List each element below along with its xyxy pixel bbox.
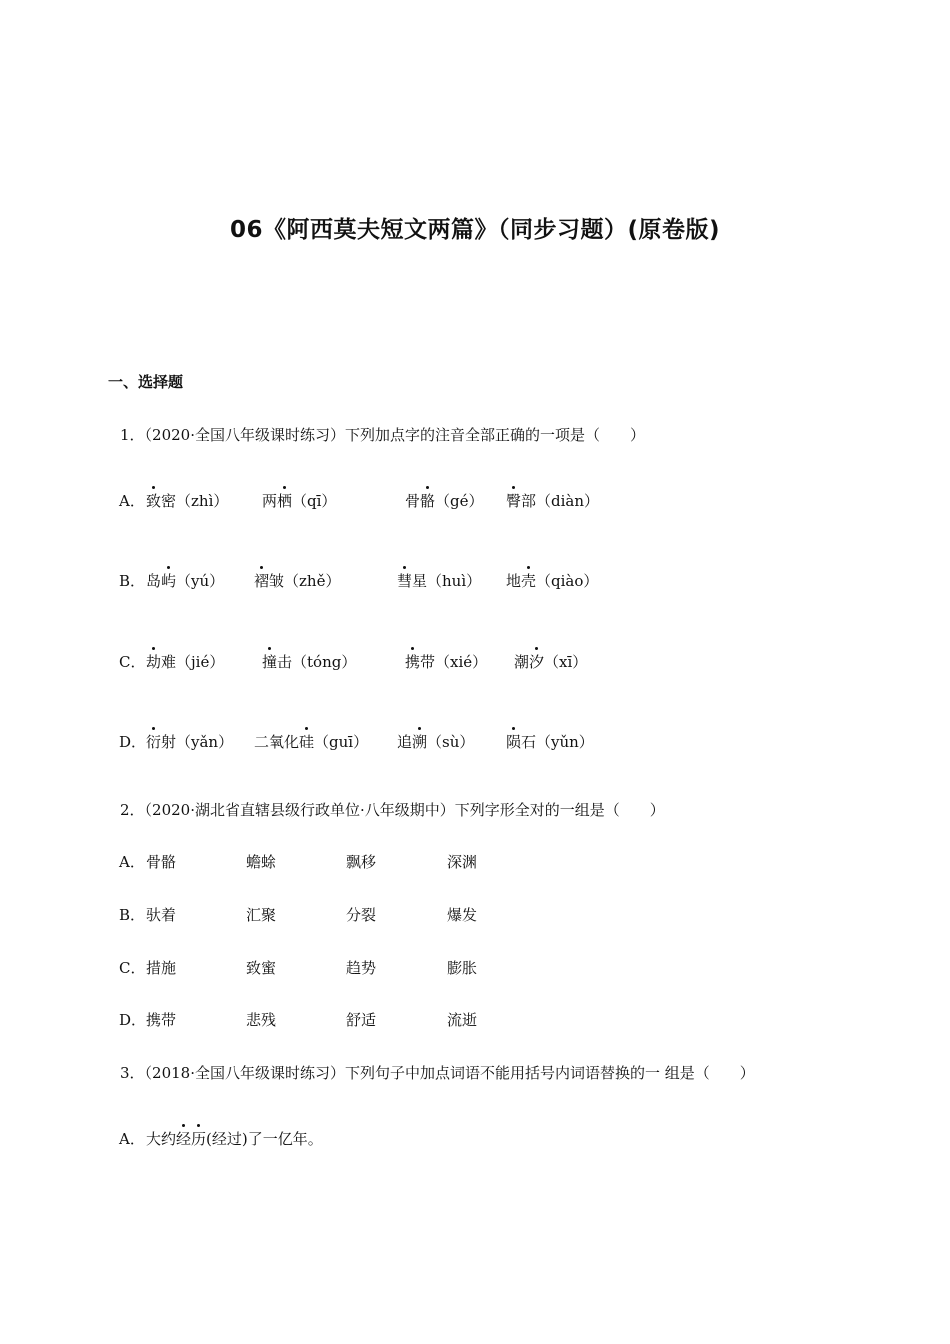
option-word: 趋势 bbox=[346, 959, 377, 977]
option-word: 汇聚 bbox=[246, 906, 277, 924]
dotted-char: 骼 bbox=[420, 492, 436, 510]
dotted-char: 携 bbox=[405, 653, 421, 671]
option-word: 爆发 bbox=[447, 906, 478, 924]
dotted-char: 硅 bbox=[299, 733, 315, 751]
dotted-char: 经 bbox=[176, 1130, 192, 1148]
question-2-stem: 2．（2020·湖北省直辖县级行政单位·八年级期中）下列字形全对的一组是（ ） bbox=[120, 801, 665, 819]
dotted-char: 彗 bbox=[397, 572, 413, 590]
option-word: 流逝 bbox=[447, 1011, 478, 1029]
dotted-char: 栖 bbox=[277, 492, 293, 510]
option-word: 舒适 bbox=[346, 1011, 377, 1029]
question-3-stem: 3．（2018·全国八年级课时练习）下列句子中加点词语不能用括号内词语替换的一 组是（ ） bbox=[120, 1064, 755, 1082]
option-item: 劫难（jié） bbox=[146, 653, 225, 671]
option-letter: A． bbox=[119, 1130, 145, 1148]
dotted-char: 历 bbox=[191, 1130, 207, 1148]
option-letter: B． bbox=[119, 906, 146, 924]
option-letter: A． bbox=[119, 853, 145, 871]
option-word: 分裂 bbox=[346, 906, 377, 924]
option-word: 膨胀 bbox=[447, 959, 478, 977]
option-word: 深渊 bbox=[447, 853, 478, 871]
option-item: 携带（xié） bbox=[405, 653, 488, 671]
option-letter: A． bbox=[119, 492, 145, 510]
option-letter: C． bbox=[119, 653, 146, 671]
dotted-char: 致 bbox=[146, 492, 162, 510]
option-letter: D． bbox=[119, 1011, 147, 1029]
dotted-char: 劫 bbox=[146, 653, 162, 671]
option-item: 彗星（huì） bbox=[397, 572, 482, 590]
option-item: 臀部（diàn） bbox=[506, 492, 600, 510]
page-title: 06《阿西莫夫短文两篇》（同步习题）(原卷版) bbox=[229, 217, 721, 243]
option-item: 骨骼（gé） bbox=[405, 492, 484, 510]
option-letter: B． bbox=[119, 572, 146, 590]
option-word: 蟾蜍 bbox=[246, 853, 277, 871]
dotted-char: 臀 bbox=[506, 492, 522, 510]
option-item: 两栖（qī） bbox=[262, 492, 337, 510]
dotted-char: 汐 bbox=[529, 653, 545, 671]
dotted-char: 屿 bbox=[161, 572, 177, 590]
question-1-stem: 1．（2020·全国八年级课时练习）下列加点字的注音全部正确的一项是（ ） bbox=[120, 426, 645, 444]
option-word: 携带 bbox=[146, 1011, 177, 1029]
option-item: 追溯（sù） bbox=[397, 733, 475, 751]
dotted-char: 壳 bbox=[521, 572, 537, 590]
option-word: 骨骼 bbox=[146, 853, 177, 871]
option-item: 致密（zhì） bbox=[146, 492, 229, 510]
option-item: 陨石（yǔn） bbox=[506, 733, 594, 751]
option-sentence: 大约经历(经过)了一亿年。 bbox=[146, 1130, 323, 1148]
option-word: 驮着 bbox=[146, 906, 177, 924]
option-item: 撞击（tóng） bbox=[262, 653, 357, 671]
option-letter: C． bbox=[119, 959, 146, 977]
option-item: 衍射（yǎn） bbox=[146, 733, 234, 751]
dotted-char: 衍 bbox=[146, 733, 162, 751]
option-letter: D． bbox=[119, 733, 147, 751]
option-item: 褶皱（zhě） bbox=[254, 572, 341, 590]
option-word: 悲残 bbox=[246, 1011, 277, 1029]
dotted-char: 陨 bbox=[506, 733, 522, 751]
section-heading: 一、选择题 bbox=[108, 373, 184, 391]
dotted-char: 褶 bbox=[254, 572, 270, 590]
option-word: 致蜜 bbox=[246, 959, 277, 977]
option-item: 地壳（qiào） bbox=[506, 572, 599, 590]
option-item: 潮汐（xī） bbox=[514, 653, 588, 671]
option-item: 二氧化硅（guī） bbox=[254, 733, 369, 751]
option-word: 飘移 bbox=[346, 853, 377, 871]
option-word: 措施 bbox=[146, 959, 177, 977]
dotted-char: 溯 bbox=[412, 733, 428, 751]
dotted-char: 撞 bbox=[262, 653, 278, 671]
option-item: 岛屿（yú） bbox=[146, 572, 225, 590]
